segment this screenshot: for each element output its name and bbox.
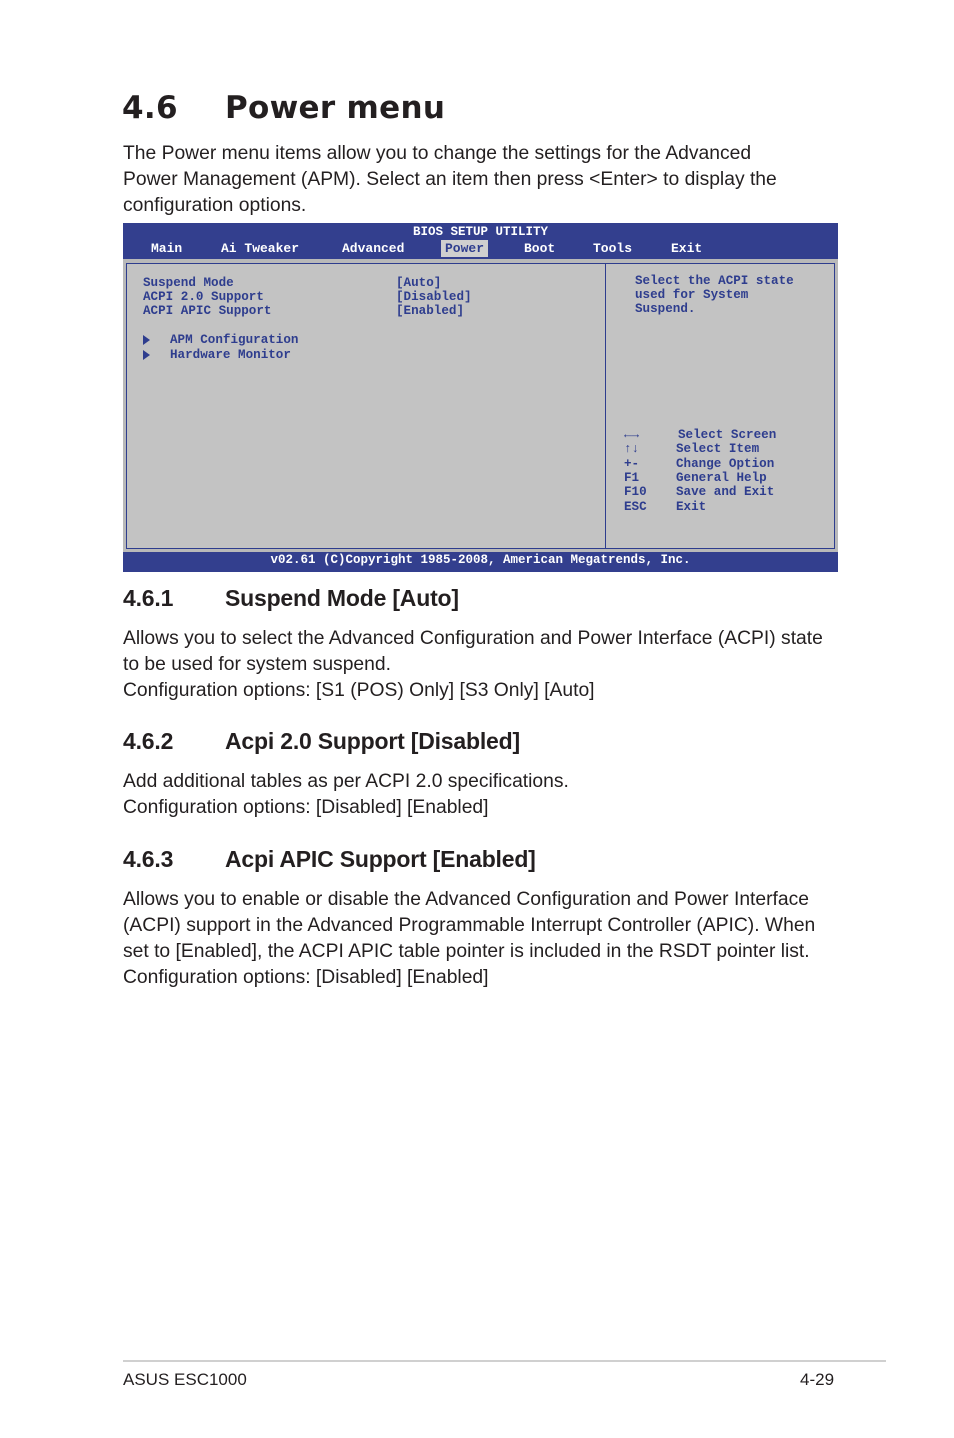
body-line: Configuration options: [S1 (POS) Only] [S3 Only] [Auto] xyxy=(123,680,595,701)
submenu-apm-configuration[interactable]: APM Configuration xyxy=(170,333,299,347)
footer-page-number: 4-29 xyxy=(800,1370,835,1389)
section-title: Acpi APIC Support [Enabled] xyxy=(225,846,536,872)
setting-acpi20-label[interactable]: ACPI 2.0 Support xyxy=(143,290,264,304)
section-title: Suspend Mode [Auto] xyxy=(225,585,459,611)
bios-panel xyxy=(126,263,835,549)
bios-copyright: v02.61 (C)Copyright 1985-2008, American Megatrends, Inc. xyxy=(123,552,838,572)
setting-suspend-mode-value[interactable]: [Auto] xyxy=(396,276,442,290)
tab-advanced[interactable]: Advanced xyxy=(342,241,405,256)
intro-paragraph xyxy=(123,141,843,219)
section-title: Acpi 2.0 Support [Disabled] xyxy=(225,728,520,754)
footer-product: ASUS ESC1000 xyxy=(123,1370,247,1389)
body-line: to be used for system suspend. xyxy=(123,654,391,675)
tab-boot[interactable]: Boot xyxy=(524,241,556,256)
submenu-arrow-icon xyxy=(143,335,150,345)
bios-screen xyxy=(123,223,838,572)
footer-divider xyxy=(123,1360,886,1362)
section-body xyxy=(123,887,843,991)
intro-line: The Power menu items allow you to change the settings for the Advanced xyxy=(123,143,752,164)
section-number: 4.6 xyxy=(122,90,178,126)
key-action: Exit xyxy=(676,500,707,514)
help-line: Select the ACPI state xyxy=(635,274,794,288)
section-number: 4.6.1 xyxy=(123,585,174,611)
body-line: (ACPI) support in the Advanced Programmable Interrupt Controller (APIC). When xyxy=(123,915,816,936)
bios-menu-bar xyxy=(123,223,838,259)
tab-ai-tweaker[interactable]: Ai Tweaker xyxy=(221,241,300,256)
bios-divider xyxy=(605,264,606,548)
body-line: Configuration options: [Disabled] [Enabled] xyxy=(123,967,489,988)
section-body xyxy=(123,769,843,821)
key-action: Change Option xyxy=(676,457,775,471)
tab-tools[interactable]: Tools xyxy=(593,241,633,256)
page-title xyxy=(122,90,445,126)
help-line: used for System xyxy=(635,288,749,302)
body-line: Allows you to enable or disable the Advanced Configuration and Power Interface xyxy=(123,889,809,910)
section-number: 4.6.3 xyxy=(123,846,174,872)
setting-acpi-apic-value[interactable]: [Enabled] xyxy=(396,304,465,318)
body-line: set to [Enabled], the ACPI APIC table pointer is included in the RSDT pointer list. xyxy=(123,941,810,962)
intro-line: Power Management (APM). Select an item then press <Enter> to display the xyxy=(123,169,777,190)
section-heading-acpi-apic xyxy=(123,846,536,873)
body-line: Allows you to select the Advanced Configuration and Power Interface (ACPI) state xyxy=(123,628,823,649)
section-title: Power menu xyxy=(225,90,446,126)
submenu-hardware-monitor[interactable]: Hardware Monitor xyxy=(170,348,291,362)
key-action: Select Screen xyxy=(678,428,777,442)
key-action: Save and Exit xyxy=(676,485,775,499)
key-esc: ESC xyxy=(624,500,647,514)
setting-acpi-apic-label[interactable]: ACPI APIC Support xyxy=(143,304,272,318)
body-line: Configuration options: [Disabled] [Enabled] xyxy=(123,797,489,818)
key-up-down: ↑↓ xyxy=(624,442,640,456)
tab-exit[interactable]: Exit xyxy=(671,241,703,256)
section-number: 4.6.2 xyxy=(123,728,174,754)
section-heading-acpi20 xyxy=(123,728,520,755)
tab-power[interactable]: Power xyxy=(441,240,488,257)
section-body xyxy=(123,626,843,704)
key-left-right: ←→ xyxy=(624,428,640,442)
setting-suspend-mode-label[interactable]: Suspend Mode xyxy=(143,276,234,290)
submenu-arrow-icon xyxy=(143,350,150,360)
bios-title: BIOS SETUP UTILITY xyxy=(412,225,549,239)
key-f10: F10 xyxy=(624,485,647,499)
intro-line: configuration options. xyxy=(123,195,307,216)
body-line: Add additional tables as per ACPI 2.0 specifications. xyxy=(123,771,569,792)
section-heading-suspend-mode xyxy=(123,585,459,612)
help-line: Suspend. xyxy=(635,302,696,316)
key-action: General Help xyxy=(676,471,767,485)
key-f1: F1 xyxy=(624,471,640,485)
key-action: Select Item xyxy=(676,442,760,456)
setting-acpi20-value[interactable]: [Disabled] xyxy=(396,290,472,304)
key-plus-minus: +- xyxy=(624,457,640,471)
tab-main[interactable]: Main xyxy=(151,241,183,256)
